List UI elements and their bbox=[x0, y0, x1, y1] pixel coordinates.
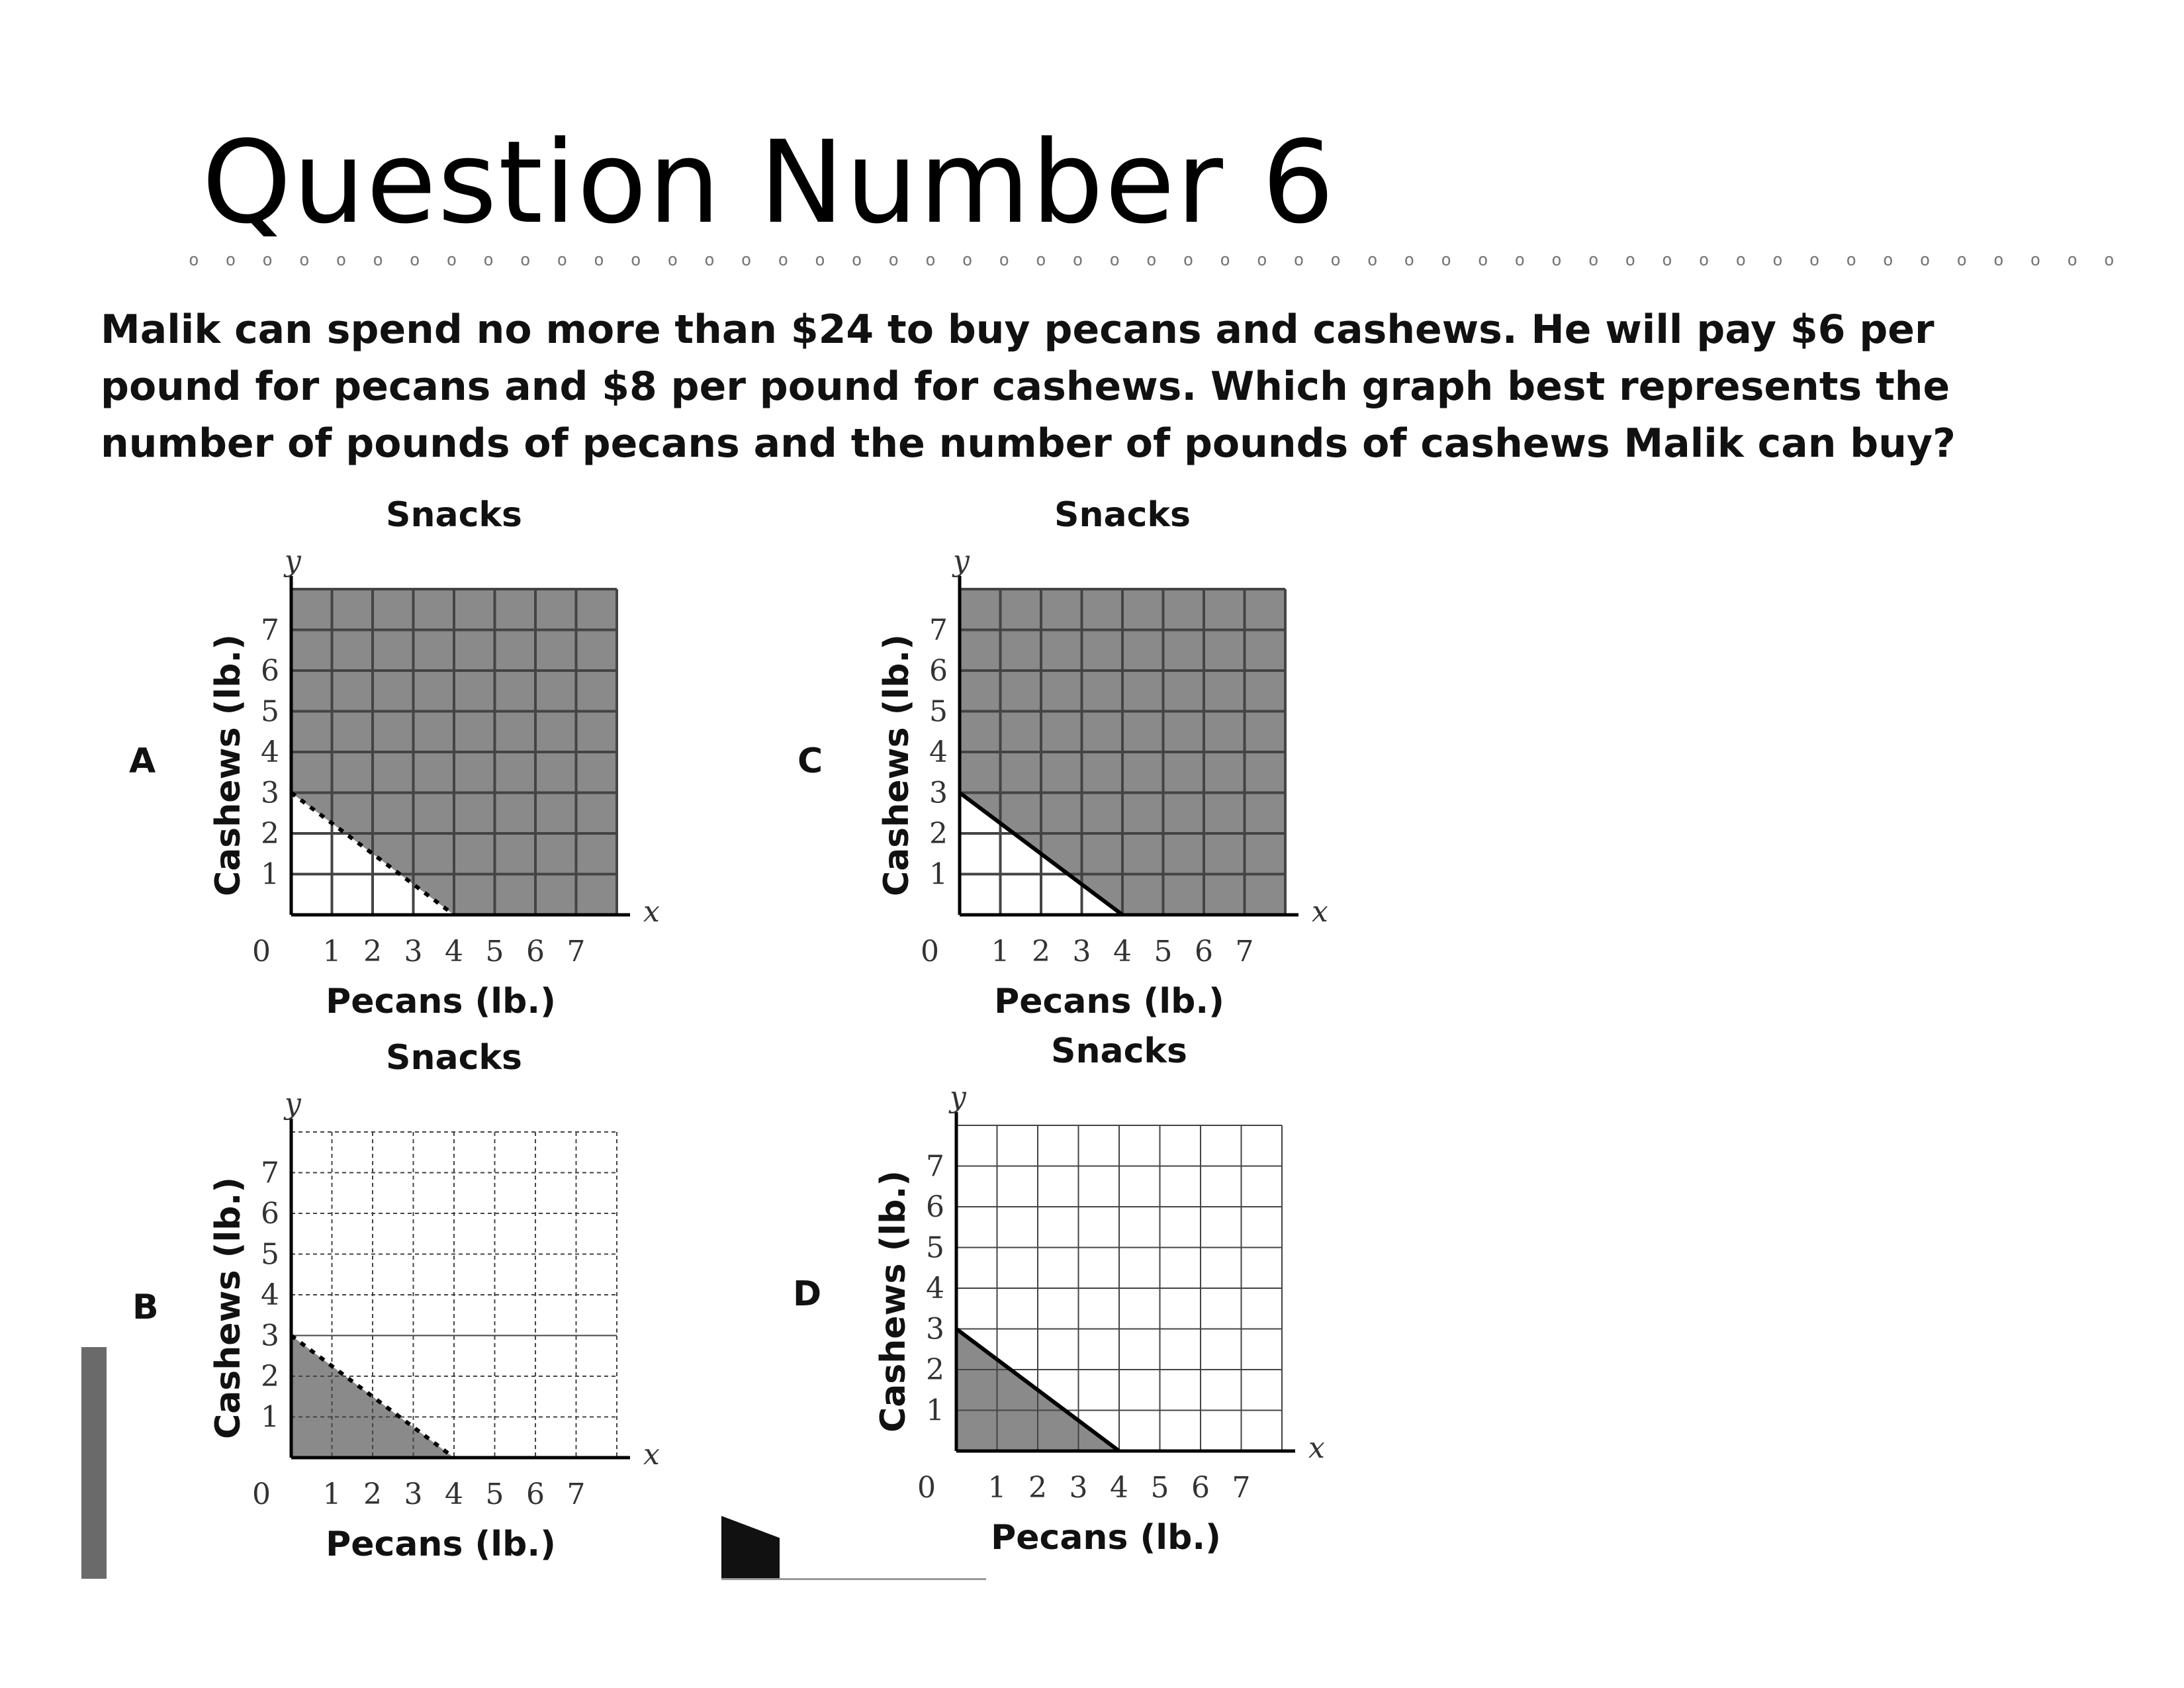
x-tick-label: 4 bbox=[445, 935, 463, 968]
y-tick-label: 3 bbox=[261, 1319, 279, 1353]
x-tick-label: 7 bbox=[1235, 935, 1254, 968]
x-tick-label: 1 bbox=[991, 935, 1010, 968]
graph-svg-a bbox=[192, 490, 735, 1021]
graph-svg-d bbox=[857, 1026, 1400, 1558]
graph-title: Snacks bbox=[386, 1038, 522, 1078]
graph-title: Snacks bbox=[1051, 1031, 1187, 1071]
dotted-divider: ooooooooooooooooooooooooooooooooooooooooooooooooooooo bbox=[189, 250, 2141, 270]
x-axis-name: x bbox=[1312, 895, 1328, 929]
y-axis-label: Cashews (lb.) bbox=[208, 1177, 248, 1439]
y-tick-label: 4 bbox=[926, 1272, 944, 1305]
x-tick-label: 6 bbox=[1191, 1471, 1210, 1505]
x-tick-label: 2 bbox=[1032, 935, 1050, 968]
x-tick-label: 2 bbox=[1028, 1471, 1047, 1505]
x-tick-label: 4 bbox=[1113, 935, 1132, 968]
y-axis-name: y bbox=[950, 1080, 966, 1114]
x-axis-name: x bbox=[1308, 1431, 1325, 1465]
option-letter-a[interactable]: A bbox=[129, 741, 156, 781]
y-tick-label: 1 bbox=[929, 857, 948, 892]
option-letter-b[interactable]: B bbox=[132, 1288, 159, 1327]
x-axis-name: x bbox=[643, 1438, 660, 1472]
y-tick-label: 5 bbox=[929, 694, 948, 729]
y-axis-name: y bbox=[953, 544, 970, 578]
y-tick-label: 7 bbox=[261, 613, 279, 647]
y-tick-label: 3 bbox=[926, 1312, 944, 1346]
x-tick-label: 6 bbox=[1195, 935, 1213, 968]
origin-label: 0 bbox=[921, 935, 939, 968]
x-axis-label: Pecans (lb.) bbox=[994, 982, 1224, 1021]
x-tick-label: 4 bbox=[445, 1477, 463, 1511]
x-tick-label: 4 bbox=[1110, 1471, 1128, 1505]
graph-svg-b bbox=[192, 1033, 735, 1564]
y-tick-label: 3 bbox=[261, 776, 279, 810]
y-tick-label: 5 bbox=[926, 1231, 944, 1265]
graph-b[interactable] bbox=[192, 1033, 735, 1564]
y-tick-label: 7 bbox=[261, 1156, 279, 1190]
x-tick-label: 3 bbox=[404, 1477, 423, 1511]
y-axis-label: Cashews (lb.) bbox=[874, 1170, 913, 1432]
y-tick-label: 7 bbox=[929, 613, 948, 647]
x-tick-label: 3 bbox=[1069, 1471, 1088, 1505]
origin-label: 0 bbox=[252, 935, 271, 968]
x-tick-label: 3 bbox=[404, 935, 423, 968]
y-tick-label: 1 bbox=[926, 1393, 944, 1428]
x-tick-label: 1 bbox=[322, 1477, 341, 1511]
y-tick-label: 1 bbox=[261, 857, 279, 892]
x-tick-label: 2 bbox=[363, 1477, 382, 1511]
y-axis-label: Cashews (lb.) bbox=[877, 634, 917, 896]
y-tick-label: 2 bbox=[929, 817, 948, 851]
y-tick-label: 6 bbox=[261, 654, 279, 688]
page-title: Question Number 6 bbox=[202, 116, 1336, 249]
x-tick-label: 2 bbox=[363, 935, 382, 968]
y-axis-label: Cashews (lb.) bbox=[208, 634, 248, 896]
y-axis-name: y bbox=[285, 544, 301, 578]
option-letter-c[interactable]: C bbox=[797, 741, 823, 781]
graph-a[interactable] bbox=[192, 490, 735, 1021]
x-tick-label: 7 bbox=[567, 935, 586, 968]
x-tick-label: 5 bbox=[485, 1477, 504, 1511]
y-tick-label: 4 bbox=[261, 735, 279, 769]
y-tick-label: 6 bbox=[261, 1197, 279, 1231]
x-axis-name: x bbox=[643, 895, 660, 929]
x-tick-label: 5 bbox=[485, 935, 504, 968]
x-tick-label: 1 bbox=[987, 1471, 1007, 1505]
graph-c[interactable] bbox=[860, 490, 1403, 1021]
origin-label: 0 bbox=[252, 1477, 271, 1511]
scan-artifact-shape bbox=[721, 1516, 780, 1579]
y-tick-label: 2 bbox=[261, 1360, 279, 1393]
y-tick-label: 5 bbox=[261, 694, 279, 729]
x-tick-label: 6 bbox=[526, 1477, 545, 1511]
x-axis-label: Pecans (lb.) bbox=[991, 1518, 1221, 1558]
question-text: Malik can spend no more than $24 to buy pecans and cashews. He will pay $6 per pound for pecans and $8 per pound for cashews. Which graph best represents the number of pounds of pecans and the number of pounds of cashews Malik can buy? bbox=[101, 306, 1956, 467]
y-tick-label: 4 bbox=[261, 1278, 279, 1312]
y-tick-label: 5 bbox=[261, 1237, 279, 1272]
x-tick-label: 3 bbox=[1072, 935, 1091, 968]
graph-title: Snacks bbox=[386, 495, 522, 535]
y-tick-label: 2 bbox=[261, 817, 279, 851]
x-tick-label: 6 bbox=[526, 935, 545, 968]
y-tick-label: 1 bbox=[261, 1400, 279, 1434]
y-tick-label: 6 bbox=[929, 654, 948, 688]
y-axis-name: y bbox=[285, 1087, 301, 1121]
y-tick-label: 4 bbox=[929, 735, 948, 769]
x-axis-label: Pecans (lb.) bbox=[326, 982, 556, 1021]
graph-title: Snacks bbox=[1054, 495, 1191, 535]
y-tick-label: 2 bbox=[926, 1353, 944, 1387]
y-tick-label: 6 bbox=[926, 1190, 944, 1224]
x-tick-label: 5 bbox=[1154, 935, 1173, 968]
graph-d[interactable] bbox=[857, 1026, 1400, 1558]
y-tick-label: 7 bbox=[926, 1149, 944, 1184]
origin-label: 0 bbox=[917, 1471, 936, 1505]
y-tick-label: 3 bbox=[929, 776, 948, 810]
graph-svg-c bbox=[860, 490, 1403, 1021]
scan-artifact-bar bbox=[81, 1347, 107, 1579]
x-tick-label: 1 bbox=[322, 935, 341, 968]
option-letter-d[interactable]: D bbox=[793, 1274, 822, 1314]
x-tick-label: 7 bbox=[1232, 1471, 1251, 1505]
x-tick-label: 7 bbox=[567, 1477, 586, 1511]
scan-artifact-line bbox=[721, 1578, 986, 1580]
x-tick-label: 5 bbox=[1150, 1471, 1169, 1505]
x-axis-label: Pecans (lb.) bbox=[326, 1524, 556, 1564]
